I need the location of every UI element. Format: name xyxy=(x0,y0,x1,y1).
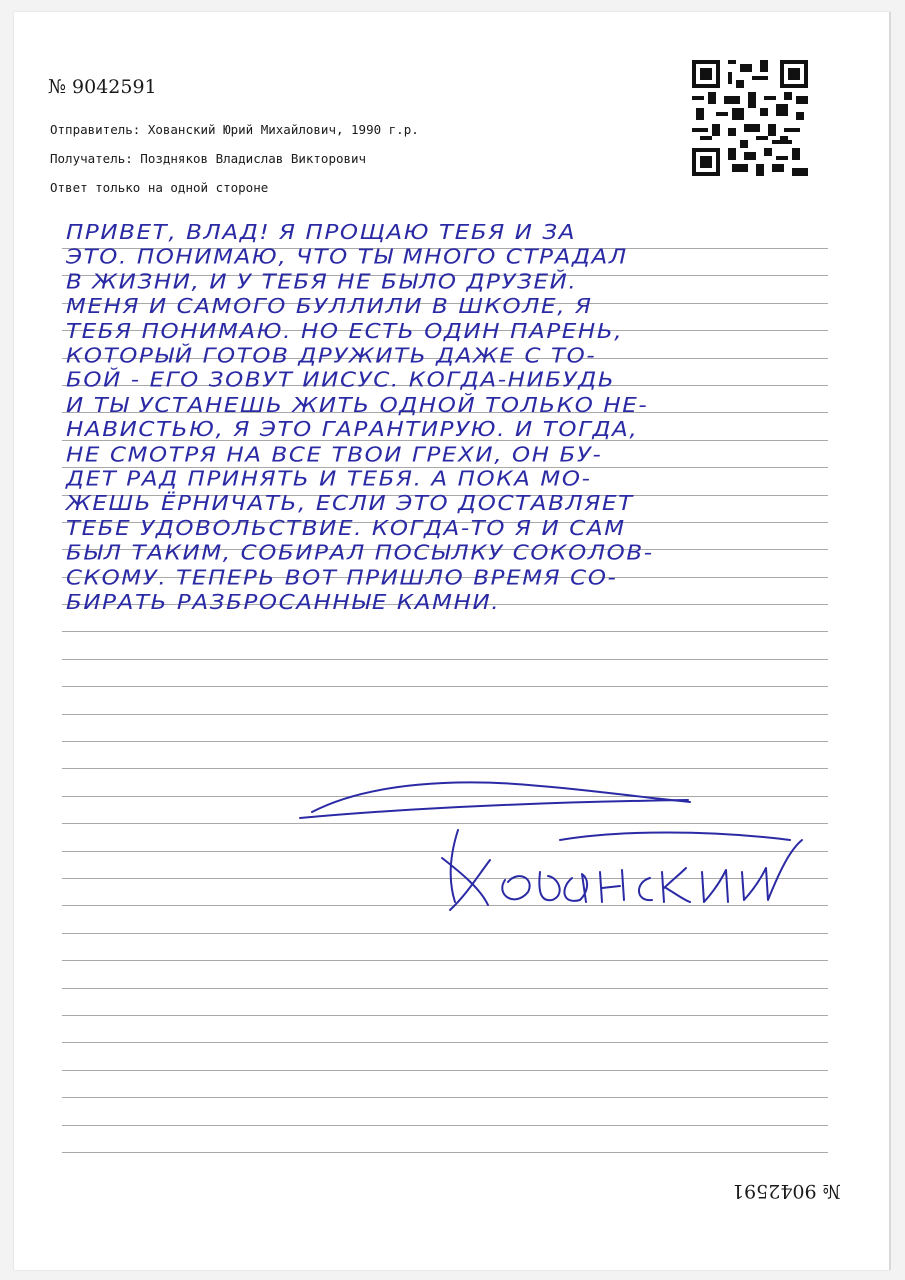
letter-line: БОЙ - ЕГО ЗОВУТ ИИСУС. КОГДА-НИБУДЬ xyxy=(66,368,616,393)
letter-line: БЫЛ ТАКИМ, СОБИРАЛ ПОСЫЛКУ СОКОЛОВ- xyxy=(66,541,654,566)
one-side-note: Ответ только на одной стороне xyxy=(50,180,269,195)
document-number: № 9042591 xyxy=(48,76,157,98)
handwritten-letter xyxy=(66,221,836,616)
letter-line: БИРАТЬ РАЗБРОСАННЫЕ КАМНИ. xyxy=(66,590,501,615)
letter-line: И ТЫ УСТАНЕШЬ ЖИТЬ ОДНОЙ ТОЛЬКО НЕ- xyxy=(66,393,649,418)
recipient-line: Получатель: Поздняков Владислав Викторович xyxy=(50,151,367,166)
letter-line: ДЕТ РАД ПРИНЯТЬ И ТЕБЯ. А ПОКА МО- xyxy=(66,467,592,492)
letter-line: НАВИСТЬЮ, Я ЭТО ГАРАНТИРУЮ. И ТОГДА, xyxy=(66,418,639,442)
letter-line: КОТОРЫЙ ГОТОВ ДРУЖИТЬ ДАЖЕ С ТО- xyxy=(66,344,597,368)
letter-line: ТЕБЯ ПОНИМАЮ. НО ЕСТЬ ОДИН ПАРЕНЬ, xyxy=(66,319,624,344)
handwritten-signature xyxy=(290,760,810,930)
letter-line: МЕНЯ И САМОГО БУЛЛИЛИ В ШКОЛЕ, Я xyxy=(66,294,593,319)
letter-line: СКОМУ. ТЕПЕРЬ ВОТ ПРИШЛО ВРЕМЯ СО- xyxy=(66,566,618,590)
letter-line: ЖЕШЬ ЁРНИЧАТЬ, ЕСЛИ ЭТО ДОСТАВЛЯЕТ xyxy=(66,492,634,516)
letter-line: ТЕБЕ УДОВОЛЬСТВИЕ. КОГДА-ТО Я И САМ xyxy=(66,516,626,541)
letter-line: В ЖИЗНИ, И У ТЕБЯ НЕ БЫЛО ДРУЗЕЙ. xyxy=(66,270,578,294)
sheet-edge xyxy=(889,12,891,1270)
letter-line: НЕ СМОТРЯ НА ВСЕ ТВОИ ГРЕХИ, ОН БУ- xyxy=(66,442,603,467)
letter-line: ПРИВЕТ, ВЛАД! Я ПРОЩАЮ ТЕБЯ И ЗА xyxy=(66,221,577,245)
qr-code-icon xyxy=(692,60,808,176)
document-number-upside-down: № 9042591 xyxy=(732,1180,841,1202)
sender-line: Отправитель: Хованский Юрий Михайлович, 1990 г.р. xyxy=(50,122,419,137)
letter-line: ЭТО. ПОНИМАЮ, ЧТО ТЫ МНОГО СТРАДАЛ xyxy=(66,245,628,270)
